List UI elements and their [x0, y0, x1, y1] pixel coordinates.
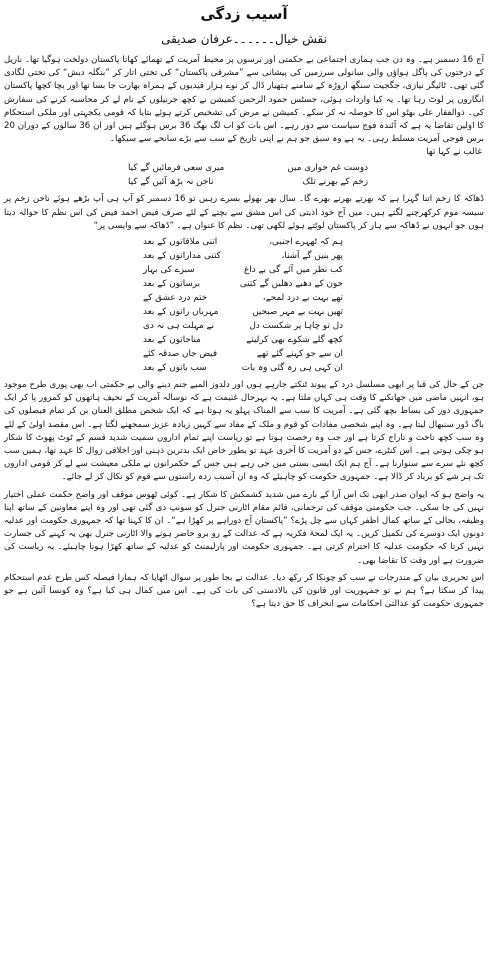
verse-line — [143, 347, 343, 361]
ghalib-couplet — [128, 161, 368, 189]
verse-line — [143, 305, 343, 319]
verse-first-hemistich: ان سے جو کہنے گئے تھے — [256, 349, 343, 360]
verse-first-hemistich: ہم کہ ٹھہرے اجنبی، — [269, 237, 343, 248]
verse-first-hemistich: دوست غم خواری میں — [287, 163, 368, 174]
verse-line — [143, 333, 343, 347]
verse-line — [128, 175, 368, 189]
verse-first-hemistich: تھیں بہت بے مہر صبحیں — [252, 307, 343, 318]
verse-line — [128, 161, 368, 175]
verse-second-hemistich: فیض جاں صدقہ کئے — [143, 349, 218, 360]
verse-second-hemistich: میری سعی فرمائیں گے کیا — [128, 163, 225, 174]
verse-line — [143, 277, 343, 291]
verse-line — [143, 235, 343, 249]
verse-line — [143, 361, 343, 375]
middle-paragraph: ڈھاکہ کا زخم اتنا گہرا ہے کہ بھرتے بھرتے بھرے گا۔ سال بھر بھولے بسرے رہیں تو 16 دسمبر کو آپ ہی آپ بڑھے ہوئے ناخن زخم پر سیسہ موم کرکھرچنے لگتے ہیں۔ میں آج خود اذیتی کی اس مشق سے بچنے کے لئے صرف فیض احمد فیض کی اس نظم کا حوالہ دیتا ہوں جو انہوں نے ڈھاکہ سے ہار کر پاکستان لوٹتے ہوئے لکھی تھی۔ نظم کا عنوان ہے۔ ”ڈھاکہ سے واپسی پر“ — [4, 194, 485, 231]
ghalib-label: غالب نے کہا تھا — [426, 147, 482, 158]
article-title: آسیب زدگی — [200, 5, 288, 23]
verse-first-hemistich: پھر بنیں گے آشنا، — [281, 251, 343, 262]
verse-line — [143, 319, 343, 333]
verse-line — [143, 263, 343, 277]
verse-first-hemistich: دل تو چاہا پر شکست دل — [249, 321, 343, 332]
body-paragraph-3: اس تحریری بیان کے مندرجات نے سب کو چونکا کر رکھ دیا۔ عدالت نے بجا طور پر سوال اٹھایا کہ ہمارا فیصلہ کس طرح عدم استحکام پیدا کر سکتا ہے؟ ہم نے تو جمہوریت اور قانون کی بالادستی کی بات کی ہے۔ اس میں کمال ہی کیا ہے؟ وہ کونسا آئین ہے جو جمہوری حکومت کو عدالتی احکامات سے انحراف کا حق دیتا ہے؟ — [4, 572, 484, 610]
verse-second-hemistich: نے مہلت ہی نہ دی — [143, 321, 215, 332]
article-byline: نقش خیال۔۔۔۔۔۔عرفان صدیقی — [161, 32, 327, 46]
verse-second-hemistich: اتنی ملاقاتوں کے بعد — [143, 237, 218, 248]
verse-line — [143, 291, 343, 305]
verse-second-hemistich: سب باتوں کے بعد — [143, 363, 207, 374]
verse-first-hemistich: کچھ گلے شکوے بھی کرلیتے — [246, 335, 343, 346]
intro-paragraph: آج 16 دسمبر ہے۔ وہ دن جب ہماری اجتماعی بے حکمتی اور برسوں پر محیط آمریت کے تھمائے کھاتا پاکستان دولخت ہوگیا تھا۔ ناریل کے درختوں کی پاگل ہواؤں والی سانولی سرزمین کی پیشانی سے ”مشرقی پاکستان“ کی تختی اتار کر ”بنگلہ دیش“ کی تختی لگادی گئی تھی۔ ٹائیگر نیازی، جگجیت سنگھ اروڑہ کے سامنے ہتھیار ڈال کر نوے ہزار قیدیوں کے ہمراہ بھارت جا بسا تھا اور بچا کچھا پاکستان انگاروں پر لوٹ رہا تھا۔ یہ کیا واردات ہوئی، جسٹس حمود الرحمن کمیشن نے کچھ جرنیلوں کے نام لے کر محاسبہ کرنے کی سفارش کی۔ ذوالفقار علی بھٹو اس کا حوصلہ نہ کر سکے۔ کمیشن نے مرض کی تشخیص کرتے ہوئے بتایا کہ قومی یکجہتی اور ملکی استحکام کا اولین تقاضا یہ ہے کہ آئندہ فوج سیاست سے دور رہے۔ اس بات کو اب لگ بھگ 36 برس ہوگئے ہیں اور ان 36 سالوں کے دوران 20 برس فوجی آمریت مسلط رہی۔ یہ ہے وہ سبق جو ہم نے اپنی تاریخ کے سب سے بڑے سانحے سے سیکھا۔ — [4, 55, 484, 145]
faiz-poem — [143, 235, 343, 375]
verse-first-hemistich: تھے بہت بے درد لمحے، — [262, 293, 343, 304]
body-paragraph-1: جن کے حال کی قبا پر ابھی مسلسل درد کے پیوند ٹنکتے جارہے ہوں اور دلدوز المیے جنم دینے والی بے حکمتی اب بھی پوری طرح موجود ہو، انہیں ماضی میں جھانکنے کا وقت ہی کہاں ملتا ہے۔ یہ بہرحال غنیمت ہے کہ نوسالہ آمریت کے نحیف ہاتھوں کو کمزور پا کر ایک جمہوری دور کی بساط بچھ گئی ہے۔ آمریت کا سب سے المناک پہلو یہ ہوتا ہے کہ ایک شخص مطلق العنان بن کر تمام فیصلوں کی باگ ڈور سنبھال لیتا ہے۔ وہ اپنے شخصی مفادات کو قوم و ملک کے مفاد سے کہیں زیادہ عزیز سمجھنے لگتا ہے۔ اس مقصد اولیٰ کے لئے وہ سب کچھ تاخت و تاراج کرتا ہے اور جب وہ رخصت ہوتا ہے تو ریاست اپنے تمام اداروں سمیت شدید قسم کے ٹوٹ پھوٹ کا شکار ہو چکی ہوتی ہے۔ اس کنٹرے، جس کے دو آمریت کا آخری عہد تو بطور خاص ایک بدترین ذہنی اور اخلاقی زوال کا عہد تھا، ہمیں سب کچھ نئے سرے سے سنوارنا ہے۔ آج ہم ایک ایسی بستی میں جی رہے ہیں جس کے حکمرانوں نے ملکی معیشت سے لے کر قومی اداروں تک ہر شے کو برباد کر ڈالا ہے۔ جمہوری حکومت کو چاہیئے کہ وہ ان آسیب زدہ راستوں سے قوم کو نکال کر لے جائے۔ — [4, 380, 484, 483]
verse-second-hemistich: ناخن نہ بڑھ آئیں گے کیا — [128, 177, 214, 188]
verse-first-hemistich: زخم کے بھرنے تلک — [302, 177, 368, 188]
verse-line — [143, 249, 343, 263]
verse-second-hemistich: مناجاتوں کے بعد — [143, 335, 201, 346]
verse-first-hemistich: خون کے دھبے دھلیں گے کتنی — [239, 279, 343, 290]
verse-second-hemistich: سبزے کی بہار — [143, 265, 195, 276]
verse-first-hemistich: ان کہی ہی رہ گئی وہ بات — [241, 363, 343, 374]
verse-second-hemistich: برساتوں کے بعد — [143, 279, 201, 290]
verse-second-hemistich: کتنی مداراتوں کے بعد — [143, 251, 221, 262]
verse-first-hemistich: کب نظر میں آئے گی بے داغ — [244, 265, 343, 276]
body-paragraph-2: یہ واضح ہو کہ ایوان صدر ابھی تک اس آرا کے بارے میں شدید کشمکش کا شکار ہے۔ کوئی ٹھوس موقف اور واضح حکمت عملی اختیار نہیں کی جا سکی۔ جب حکومتی موقف کی ترجمانی، قائم مقام اٹارنی جنرل کو سونپ دی گئی تھی اور وہ اپنے معاونین کے ساتھ اپنا وظیفہ، بحالی کے ساتھ کمال اظفر کہاں سے چل پڑے؟ ”پاکستان آج دوراہے پر کھڑا ہے“۔ ان کا کہنا تھا کہ جمہوری حکومت اور عدلیہ دونوں ایک دوسرے کی تکمیل کریں۔ یہ ایک لمحۂ فکریہ ہے کہ عدالت کے رو برو حاضر ہونے والا اٹارنی جنرل بھی یہ کہنے کی جسارت نہیں کرتا کہ حکومت عدلیہ کا احترام کرتی ہے۔ جمہوری حکومت اور پارلیمنٹ کو عدلیہ کے ساتھ کھڑا ہونا چاہیئے۔ یہ ریاست کی ضرورت ہے اور وقت کا تقاضا بھی۔ — [4, 489, 484, 566]
verse-second-hemistich: مہرباں راتوں کے بعد — [143, 307, 219, 318]
verse-second-hemistich: ختم درد عشق کے — [143, 293, 208, 304]
